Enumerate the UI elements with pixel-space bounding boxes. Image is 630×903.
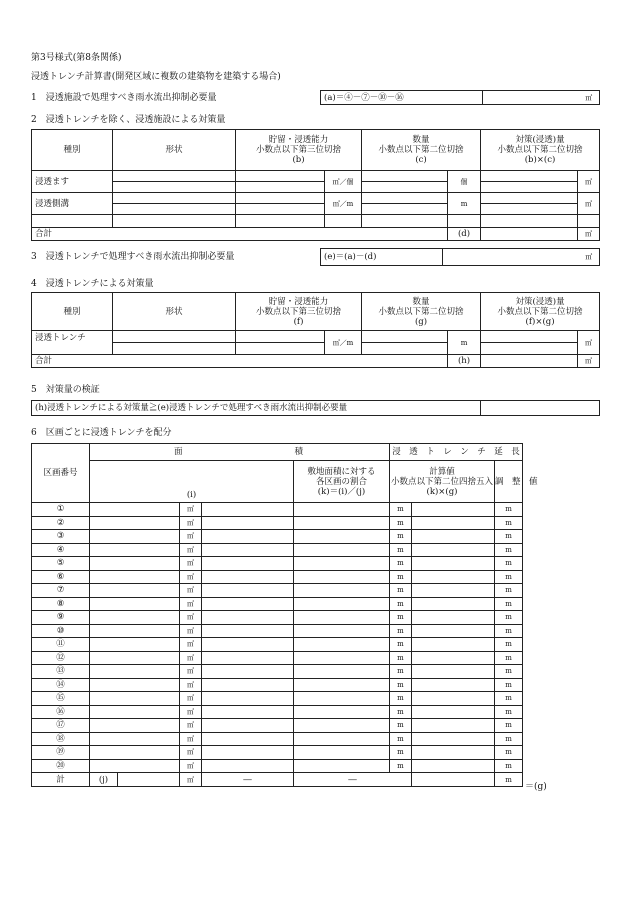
sec6-calc-cell[interactable] — [294, 570, 390, 584]
sec6-area-unit: ㎡ — [180, 651, 202, 665]
sec6-adjust-unit: m — [495, 678, 523, 692]
sec6-area-unit: ㎡ — [180, 543, 202, 557]
sec6-block-row — [32, 638, 523, 652]
sec4-cell[interactable] — [236, 331, 325, 343]
sec6-calc-unit: m — [390, 638, 412, 652]
sec3-value[interactable] — [443, 249, 579, 266]
sec6-adjust-cell[interactable] — [412, 624, 495, 638]
sec6-area-unit: ㎡ — [180, 516, 202, 530]
sec6-calc-unit: m — [390, 584, 412, 598]
sec4-cell[interactable] — [113, 343, 236, 355]
sec6-adjust-cell[interactable] — [412, 678, 495, 692]
sec6-ratio-cell[interactable] — [202, 624, 294, 638]
sec6-ratio-cell[interactable] — [202, 570, 294, 584]
sec6-adjust-cell[interactable] — [412, 611, 495, 625]
sec6-total-calc: ― — [294, 773, 412, 787]
sec6-calc-unit: m — [390, 759, 412, 773]
sec6-calc-cell[interactable] — [294, 665, 390, 679]
sec6-calc-cell[interactable] — [294, 651, 390, 665]
sec6-block-number: ⑱ — [32, 732, 90, 746]
sec2-cell[interactable] — [481, 171, 578, 182]
sec6-block-row — [32, 557, 523, 571]
sec4-col-amount: 対策(浸透)量 小数点以下第二位切捨 (f)×(g) — [481, 293, 600, 331]
sec6-adjust-cell[interactable] — [412, 705, 495, 719]
sec6-ratio-cell[interactable] — [202, 530, 294, 544]
sec2-row-kind[interactable] — [32, 215, 113, 228]
sec6-block-row — [32, 651, 523, 665]
sec6-adjust-cell[interactable] — [412, 516, 495, 530]
sec6-ratio-cell[interactable] — [202, 665, 294, 679]
sec1-formula: (a)＝④－⑦－⑩－⑯ — [321, 91, 483, 105]
sec6-calc-unit: m — [390, 530, 412, 544]
sec6-block-number: ⑯ — [32, 705, 90, 719]
sec4-total-code: (h) — [448, 355, 481, 368]
sec1-value[interactable] — [483, 91, 579, 105]
sec2-cell[interactable] — [362, 204, 448, 215]
sec6-ratio-cell[interactable] — [202, 678, 294, 692]
sec6-area-cell[interactable] — [90, 746, 180, 760]
sec6-calc-cell[interactable] — [294, 705, 390, 719]
sec4-total-value[interactable] — [481, 355, 578, 368]
sec2-cell[interactable] — [113, 204, 236, 215]
sec6-calc-unit: m — [390, 557, 412, 571]
sec6-block-row — [32, 759, 523, 773]
sec2-cell[interactable] — [362, 182, 448, 193]
sec4-col-shape: 形状 — [113, 293, 236, 331]
sec1-table — [320, 90, 600, 105]
sec2-qty-unit: 個 — [448, 171, 481, 193]
sec6-adjust-unit: m — [495, 611, 523, 625]
sec6-block-row — [32, 570, 523, 584]
sec6-adjust-cell[interactable] — [412, 692, 495, 706]
sec6-area-unit: ㎡ — [180, 638, 202, 652]
sec6-total-adjust-unit: m — [495, 773, 523, 787]
sec6-block-number: ⑳ — [32, 759, 90, 773]
sec2-cell[interactable] — [236, 193, 325, 204]
sec6-calc-unit: m — [390, 503, 412, 517]
sec6-calc-unit: m — [390, 624, 412, 638]
sec2-cell[interactable] — [236, 182, 325, 193]
sec6-block-row — [32, 530, 523, 544]
sec6-calc-unit: m — [390, 705, 412, 719]
sec6-ratio-cell[interactable] — [202, 611, 294, 625]
sec6-adjust-cell[interactable] — [412, 570, 495, 584]
sec6-block-row — [32, 543, 523, 557]
sec3-table — [320, 248, 600, 266]
sec4-cell[interactable] — [362, 343, 448, 355]
sec2-heading: 2 浸透トレンチを除く、浸透施設による対策量 — [31, 115, 226, 125]
sec6-block-number: ⑬ — [32, 665, 90, 679]
sec6-area-unit: ㎡ — [180, 530, 202, 544]
sec1-heading: 1 浸透施設で処理すべき雨水流出抑制必要量 — [31, 93, 217, 103]
sec2-cell[interactable] — [362, 171, 448, 182]
sec6-col-extension: 浸 透 ト レ ン チ 延 長 — [390, 444, 523, 461]
sec6-area-unit: ㎡ — [180, 665, 202, 679]
sec2-total-code: (d) — [448, 228, 481, 241]
sec2-cell[interactable] — [481, 204, 578, 215]
sec6-area-cell[interactable] — [90, 638, 180, 652]
sec4-col-quantity: 数量 小数点以下第二位切捨 (g) — [362, 293, 481, 331]
sec2-table — [31, 129, 600, 241]
sec6-area-cell[interactable] — [90, 530, 180, 544]
sec6-block-row — [32, 597, 523, 611]
sec6-adjust-cell[interactable] — [412, 651, 495, 665]
sec6-calc-unit: m — [390, 611, 412, 625]
sec6-adjust-unit: m — [495, 570, 523, 584]
sec6-block-number: ③ — [32, 530, 90, 544]
sec2-col-amount: 対策(浸透)量 小数点以下第二位切捨 (b)×(c) — [481, 130, 600, 171]
sec4-heading: 4 浸透トレンチによる対策量 — [31, 279, 154, 289]
sec6-area-unit: ㎡ — [180, 705, 202, 719]
sec2-cell[interactable] — [113, 171, 236, 182]
sec2-col-quantity: 数量 小数点以下第二位切捨 (c) — [362, 130, 481, 171]
sec6-block-number: ① — [32, 503, 90, 517]
sec6-adjust-unit: m — [495, 692, 523, 706]
sec2-qty-unit: m — [448, 193, 481, 215]
sec6-adjust-unit: m — [495, 557, 523, 571]
sec6-block-row — [32, 732, 523, 746]
sec6-block-number: ② — [32, 516, 90, 530]
sec6-total-area-unit: ㎡ — [180, 773, 202, 787]
sec6-adjust-unit: m — [495, 719, 523, 733]
sec6-adjust-cell[interactable] — [412, 584, 495, 598]
sec6-adjust-unit: m — [495, 732, 523, 746]
sec6-block-number: ⑥ — [32, 570, 90, 584]
sec6-block-number: ⑪ — [32, 638, 90, 652]
sec2-cell[interactable] — [481, 182, 578, 193]
sec6-block-row — [32, 665, 523, 679]
sec6-table — [31, 443, 538, 787]
sec6-block-row — [32, 624, 523, 638]
sec6-area-cell[interactable] — [90, 678, 180, 692]
sec2-row-kind: 浸透ます — [32, 171, 113, 193]
sec6-col-adjust: 調 整 値 — [495, 461, 523, 503]
sec6-adjust-unit: m — [495, 746, 523, 760]
sec6-calc-cell[interactable] — [294, 530, 390, 544]
sec6-area-cell[interactable] — [90, 719, 180, 733]
sec6-adjust-cell[interactable] — [412, 638, 495, 652]
sec2-col-kind: 種別 — [32, 130, 113, 171]
sec4-cell[interactable] — [481, 343, 578, 355]
sec6-col-calc: 計算値 小数点以下第二位四捨五入 (k)×(g) — [390, 461, 495, 503]
sec6-total-code: (j) — [90, 773, 118, 787]
sec6-calc-unit: m — [390, 570, 412, 584]
sec6-adjust-cell[interactable] — [412, 597, 495, 611]
sec4-col-capacity: 貯留・浸透能力 小数点以下第三位切捨 (f) — [236, 293, 362, 331]
sec6-area-cell[interactable] — [90, 651, 180, 665]
sec2-cell[interactable] — [481, 215, 578, 228]
sec4-total-label: 合計 — [32, 355, 448, 368]
sec6-calc-unit: m — [390, 543, 412, 557]
sec6-adjust-unit: m — [495, 624, 523, 638]
sec6-calc-cell[interactable] — [294, 503, 390, 517]
sec6-area-cell[interactable] — [90, 543, 180, 557]
sec6-area-unit: ㎡ — [180, 503, 202, 517]
sec6-adjust-unit: m — [495, 651, 523, 665]
sec6-area-cell[interactable] — [90, 611, 180, 625]
sec6-block-number: ⑲ — [32, 746, 90, 760]
sec6-calc-unit: m — [390, 746, 412, 760]
sec6-adjust-cell[interactable] — [412, 732, 495, 746]
sec6-adjust-cell[interactable] — [412, 665, 495, 679]
sec6-calc-cell[interactable] — [294, 624, 390, 638]
sec2-amt-unit: ㎥ — [578, 193, 600, 215]
sec2-cell[interactable] — [236, 215, 325, 228]
sec6-adjust-cell[interactable] — [412, 759, 495, 773]
sec6-area-unit: ㎡ — [180, 557, 202, 571]
sec6-calc-cell[interactable] — [294, 638, 390, 652]
sec6-eq-g: ＝(g) — [525, 782, 547, 792]
sec6-calc-cell[interactable] — [294, 678, 390, 692]
sec6-block-row — [32, 692, 523, 706]
sec2-cell — [448, 215, 481, 228]
sec5-heading: 5 対策量の検証 — [31, 385, 100, 395]
sec2-cell[interactable] — [113, 215, 236, 228]
sec6-adjust-unit: m — [495, 705, 523, 719]
sec2-amt-unit: ㎥ — [578, 171, 600, 193]
sec6-col-ratio: 敷地面積に対する 各区画の割合 (k)＝(i)／(j) — [294, 461, 390, 503]
sec6-block-number: ⑧ — [32, 597, 90, 611]
sec2-col-shape: 形状 — [113, 130, 236, 171]
sec6-area-cell[interactable] — [90, 597, 180, 611]
sec6-calc-unit: m — [390, 678, 412, 692]
sec6-calc-cell[interactable] — [294, 611, 390, 625]
sec6-block-row — [32, 705, 523, 719]
sec4-cell[interactable] — [113, 331, 236, 343]
sec4-total-unit: ㎥ — [578, 355, 600, 368]
sec2-cell[interactable] — [362, 215, 448, 228]
sec4-cell[interactable] — [481, 331, 578, 343]
sec6-block-row — [32, 503, 523, 517]
sec6-adjust-unit: m — [495, 503, 523, 517]
sec6-ratio-cell[interactable] — [202, 719, 294, 733]
sec6-area-unit: ㎡ — [180, 597, 202, 611]
sec6-block-number: ⑮ — [32, 692, 90, 706]
sec6-adjust-cell[interactable] — [412, 719, 495, 733]
sec4-qty-unit: m — [448, 331, 481, 355]
sec2-cell[interactable] — [236, 204, 325, 215]
sec2-total-label: 合計 — [32, 228, 448, 241]
sec6-calc-cell[interactable] — [294, 543, 390, 557]
sec4-row-kind: 浸透トレンチ — [32, 331, 113, 355]
sec5-table — [31, 400, 600, 416]
sec6-calc-unit: m — [390, 651, 412, 665]
sec4-cell[interactable] — [236, 343, 325, 355]
sec6-block-number: ④ — [32, 543, 90, 557]
sec6-area-unit: ㎡ — [180, 692, 202, 706]
sec6-area-cell[interactable] — [90, 503, 180, 517]
sec2-cell — [578, 215, 600, 228]
sec5-check[interactable] — [481, 401, 600, 416]
sec6-calc-unit: m — [390, 719, 412, 733]
sec6-area-unit: ㎡ — [180, 719, 202, 733]
sec6-adjust-unit: m — [495, 516, 523, 530]
sec6-ratio-cell[interactable] — [202, 705, 294, 719]
sec6-area-cell[interactable] — [90, 584, 180, 598]
sec3-heading: 3 浸透トレンチで処理すべき雨水流出抑制必要量 — [31, 252, 235, 262]
sec6-calc-cell[interactable] — [294, 584, 390, 598]
sec6-area-unit: ㎡ — [180, 678, 202, 692]
sec4-col-kind: 種別 — [32, 293, 113, 331]
sec2-cell[interactable] — [113, 193, 236, 204]
sec4-table — [31, 292, 600, 368]
sec6-calc-cell[interactable] — [294, 719, 390, 733]
sec6-calc-cell[interactable] — [294, 557, 390, 571]
sec2-cell — [325, 215, 362, 228]
sec6-area-unit: ㎡ — [180, 732, 202, 746]
sec6-ratio-cell[interactable] — [202, 638, 294, 652]
sec6-block-number: ⑤ — [32, 557, 90, 571]
sec6-block-number: ⑩ — [32, 624, 90, 638]
sec6-ratio-cell[interactable] — [202, 543, 294, 557]
sec2-cell[interactable] — [113, 182, 236, 193]
sec6-calc-cell[interactable] — [294, 692, 390, 706]
sec6-heading: 6 区画ごとに浸透トレンチを配分 — [31, 428, 172, 438]
sec4-cap-unit: ㎥／m — [325, 331, 362, 355]
sec6-total-ratio: ― — [202, 773, 294, 787]
sec6-ratio-cell[interactable] — [202, 692, 294, 706]
sec6-adjust-unit: m — [495, 530, 523, 544]
sec6-block-number: ⑦ — [32, 584, 90, 598]
sec6-adjust-cell[interactable] — [412, 543, 495, 557]
sec6-block-number: ⑫ — [32, 651, 90, 665]
sec6-block-row — [32, 611, 523, 625]
sec6-area-unit: ㎡ — [180, 746, 202, 760]
sec6-area-unit: ㎡ — [180, 584, 202, 598]
sec6-block-number: ⑭ — [32, 678, 90, 692]
sec6-ratio-cell[interactable] — [202, 503, 294, 517]
sec2-cap-unit: ㎥／m — [325, 193, 362, 215]
sec6-total-area[interactable] — [118, 773, 180, 787]
sec6-calc-unit: m — [390, 516, 412, 530]
sec6-calc-unit: m — [390, 692, 412, 706]
sec6-area-cell[interactable] — [90, 705, 180, 719]
sec6-area-cell[interactable] — [90, 516, 180, 530]
sec6-block-row — [32, 584, 523, 598]
sec2-cell[interactable] — [481, 193, 578, 204]
sec6-area-cell[interactable] — [90, 732, 180, 746]
sec6-ratio-cell[interactable] — [202, 516, 294, 530]
sec1-unit: ㎥ — [579, 91, 600, 105]
sec2-cap-unit: ㎥／個 — [325, 171, 362, 193]
sec6-ratio-cell[interactable] — [202, 651, 294, 665]
sec2-row-kind: 浸透側溝 — [32, 193, 113, 215]
sec6-area-cell[interactable] — [90, 665, 180, 679]
sec6-ratio-cell[interactable] — [202, 746, 294, 760]
sec6-calc-unit: m — [390, 597, 412, 611]
sec6-adjust-unit: m — [495, 759, 523, 773]
sec6-adjust-unit: m — [495, 597, 523, 611]
sec6-adjust-unit: m — [495, 543, 523, 557]
sec6-calc-cell[interactable] — [294, 746, 390, 760]
sec2-col-capacity: 貯留・浸透能力 小数点以下第三位切捨 (b) — [236, 130, 362, 171]
page-title: 浸透トレンチ計算書(開発区域に複数の建築物を建築する場合) — [31, 72, 281, 82]
sec6-area-unit: ㎡ — [180, 624, 202, 638]
sec3-formula: (e)＝(a)－(d) — [321, 249, 443, 266]
sec6-col-area: 面 積 — [90, 444, 390, 461]
sec6-calc-cell[interactable] — [294, 516, 390, 530]
sec6-block-row — [32, 719, 523, 733]
sec6-adjust-cell[interactable] — [412, 503, 495, 517]
sec6-adjust-unit: m — [495, 665, 523, 679]
sec2-total-value[interactable] — [481, 228, 578, 241]
sec6-block-row — [32, 678, 523, 692]
sec6-adjust-cell[interactable] — [412, 557, 495, 571]
sec6-adjust-cell[interactable] — [412, 530, 495, 544]
sec6-adjust-unit: m — [495, 584, 523, 598]
sec6-col-area-code: (i) — [90, 461, 294, 503]
sec6-adjust-cell[interactable] — [412, 746, 495, 760]
sec2-cell[interactable] — [362, 193, 448, 204]
sec2-cell[interactable] — [236, 171, 325, 182]
sec6-adjust-unit: m — [495, 638, 523, 652]
sec6-area-cell[interactable] — [90, 624, 180, 638]
sec6-ratio-cell[interactable] — [202, 732, 294, 746]
sec6-ratio-cell[interactable] — [202, 557, 294, 571]
sec6-col-block: 区画番号 — [32, 444, 90, 503]
sec2-total-unit: ㎥ — [578, 228, 600, 241]
sec6-area-cell[interactable] — [90, 570, 180, 584]
sec6-area-cell[interactable] — [90, 557, 180, 571]
sec6-calc-cell[interactable] — [294, 597, 390, 611]
sec6-area-unit: ㎡ — [180, 570, 202, 584]
sec6-area-unit: ㎡ — [180, 611, 202, 625]
sec6-ratio-cell[interactable] — [202, 584, 294, 598]
sec6-block-row — [32, 516, 523, 530]
sec6-calc-unit: m — [390, 732, 412, 746]
sec5-text: (h)浸透トレンチによる対策量≧(e)浸透トレンチで処理すべき雨水流出抑制必要量 — [32, 401, 481, 416]
sec6-area-cell[interactable] — [90, 759, 180, 773]
sec6-block-number: ⑰ — [32, 719, 90, 733]
sec6-area-unit: ㎡ — [180, 759, 202, 773]
sec6-calc-cell[interactable] — [294, 732, 390, 746]
sec6-block-number: ⑨ — [32, 611, 90, 625]
sec6-total-label: 計 — [32, 773, 90, 787]
sec6-ratio-cell[interactable] — [202, 759, 294, 773]
sec6-total-adjust[interactable] — [412, 773, 495, 787]
sec6-area-cell[interactable] — [90, 692, 180, 706]
sec4-amt-unit: ㎥ — [578, 331, 600, 355]
sec6-calc-cell[interactable] — [294, 759, 390, 773]
sec4-cell[interactable] — [362, 331, 448, 343]
sec3-unit: ㎥ — [579, 249, 600, 266]
sec6-calc-unit: m — [390, 665, 412, 679]
form-number: 第3号様式(第8条関係) — [31, 53, 122, 63]
sec6-block-row — [32, 746, 523, 760]
sec6-ratio-cell[interactable] — [202, 597, 294, 611]
